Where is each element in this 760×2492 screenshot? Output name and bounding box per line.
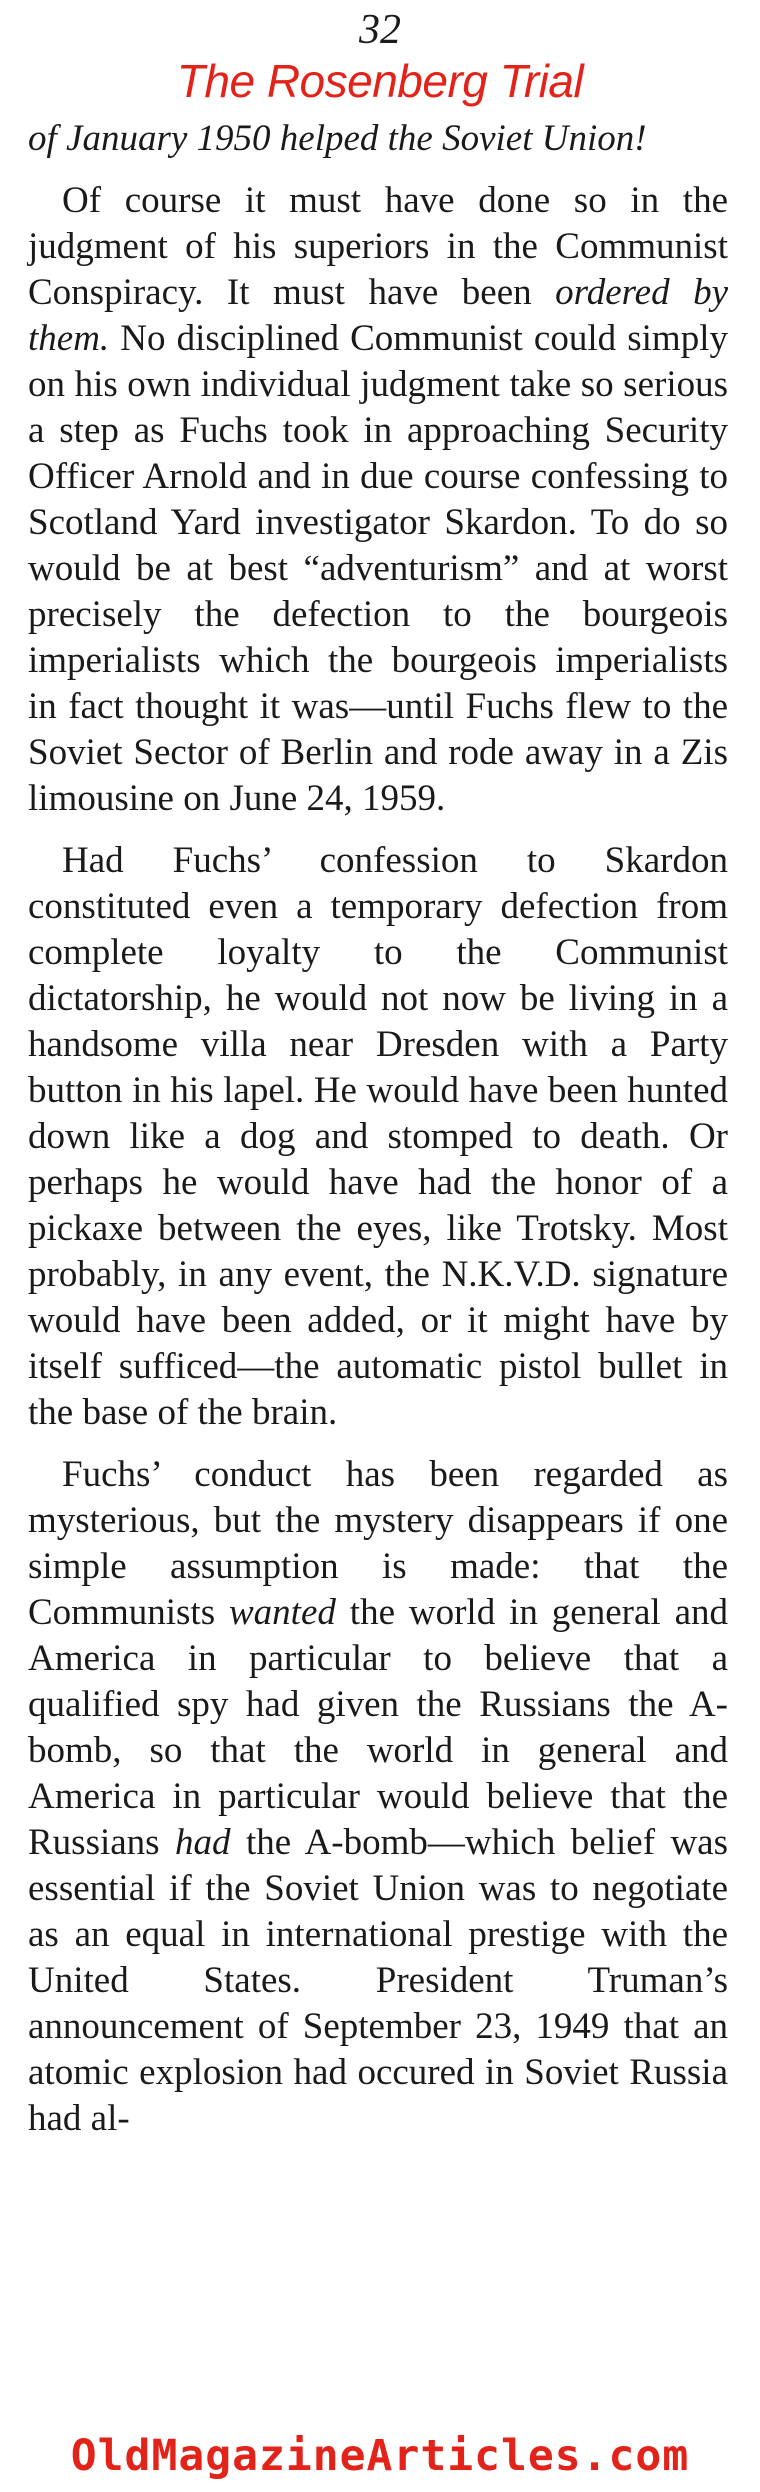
article-text: No disciplined Communist could simply on his own individual judgment take so serious a step as Fuchs took in approaching Security Officer Arnold and in due course confessing to Scotland Yard investigator Skardon. To do so would be at best “adventurism” and at worst precisely the defection to the bourgeois imperialists which the bourgeois imperialists in fact thought it was—until Fuchs flew to the Soviet Sector of Berlin and rode away in a Zis limousine on June 24, 1959. bbox=[28, 318, 728, 819]
article-emphasis: had bbox=[175, 1822, 231, 1863]
article-body bbox=[28, 116, 728, 2158]
article-text: Of course it must have done so in the judgment of his superiors in the Communist Conspiracy. It must have been bbox=[28, 180, 728, 313]
article-paragraph: Had Fuchs’ confession to Skardon constituted even a temporary defection from complete loyalty to the Communist dictatorship, he would not now be living in a handsome villa near Dresden with a Party button in his lapel. He would have been hunted down like a dog and stomped to death. Or perhaps he would have had the honor of a pickaxe between the eyes, like Trotsky. Most probably, in any event, the N.K.V.D. signature would have been added, or it might have by itself sufficed—the automatic pistol bullet in the base of the brain. bbox=[28, 840, 728, 1433]
article-paragraph bbox=[28, 178, 728, 822]
article-paragraph-continued: of January 1950 helped the Soviet Union! bbox=[28, 118, 647, 159]
page-title: The Rosenberg Trial bbox=[176, 55, 584, 107]
article-text: the world in general and America in particular to believe that a qualified spy had given the Russians the A-bomb, so that the world in general and America in particular would believe that the Russians bbox=[28, 1592, 728, 1863]
article-paragraph bbox=[28, 1452, 728, 2142]
article-emphasis: wanted bbox=[229, 1592, 336, 1633]
article-emphasis: ordered by them. bbox=[28, 272, 728, 359]
article-text: Fuchs’ conduct has been regarded as mysterious, but the mystery disappears if one simple assumption is made: that the Communists bbox=[28, 1454, 728, 1633]
page-number: 32 bbox=[359, 7, 401, 53]
site-brand-footer: OldMagazineArticles.com bbox=[70, 2431, 690, 2481]
article-text: the A-bomb—which belief was essential if the Soviet Union was to negotiate as an equal in international prestige with the United States. President Truman’s announcement of September 23, 1949 that an atomic explosion had occured in Soviet Russia had al- bbox=[28, 1822, 729, 2139]
